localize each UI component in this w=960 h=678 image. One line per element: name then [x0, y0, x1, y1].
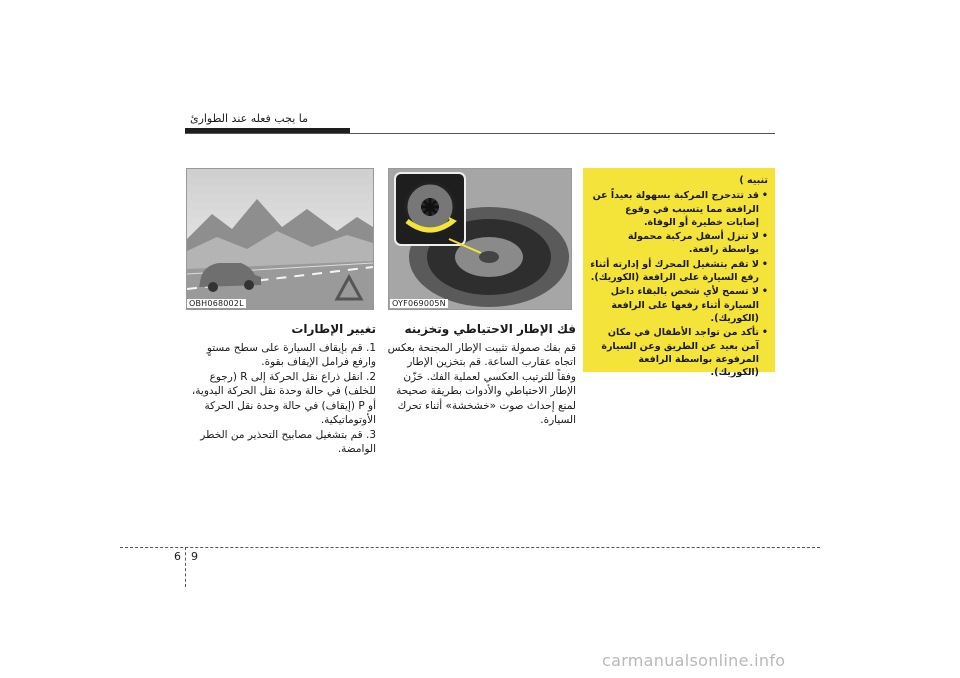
page-header-title: ما يجب فعله عند الطوارئ [189, 112, 308, 125]
tire-change-step-1: 1. قم بإيقاف السيارة على سطح مستوٍ وارفع فرامل الإيقاف بقوة. [206, 341, 376, 368]
warning-item: • لا تنزل أسفل مركبة محمولة بواسطة رافعة. [590, 230, 768, 257]
footer-dashed-rule [120, 547, 820, 548]
road-illustration [186, 168, 374, 310]
watermark: carmanualsonline.info [602, 651, 786, 670]
footer-vertical-divider [185, 547, 186, 587]
warning-item: • لا تقم بتشغيل المحرك أو إدارته أثناء رفع السيارة على الرافعة (الكوريك). [590, 258, 768, 285]
spare-tire-text: قم بفك صمولة تثبيت الإطار المجنحة بعكس اتجاه عقارب الساعة. قم بتخزين الإطار وفقاً للترتيب العكسي لعملية الفك. حَزّن الإطار الاحتياطي والأدوات بطريقة صحيحة لمنع إحداث صوت «خشخشة» أثناء تحرك السيارة. [387, 341, 576, 426]
tire-change-section [186, 322, 376, 457]
spare-tire-illustration [388, 168, 572, 310]
warning-item: • قد تتدحرج المركبة بسهولة بعيداً عن الرافعة مما يتسبب في وقوع إصابات خطيرة أو الوفاة. [590, 189, 768, 229]
tire-change-step-3: 3. قم بتشغيل مصابيح التحذير من الخطر الوامضة. [200, 428, 376, 455]
trunk-figure-caption: OYF069005N [392, 299, 446, 308]
tire-change-step-2: 2. انقل ذراع نقل الحركة إلى R (رجوع للخلف) في حالة وحدة نقل الحركة اليدوية، أو P (إيقاف) في حالة وحدة نقل الحركة الأوتوماتيكية. [191, 370, 376, 426]
spare-tire-heading: فك الإطار الاحتياطي وتخزينه [404, 322, 576, 336]
page-number: 9 [191, 550, 198, 563]
spare-tire-section [386, 322, 576, 428]
page-section-number: 6 [174, 550, 181, 563]
header-rule [185, 133, 775, 134]
warning-item: • لا تسمح لأي شخص بالبقاء داخل السيارة أثناء رفعها على الرافعة (الكوريك). [590, 285, 768, 325]
warning-item: • تأكد من تواجد الأطفال في مكان آمن بعيد عن الطريق وعن السيارة المرفوعة بواسطة الرافعة (الكوريك). [590, 326, 768, 379]
warning-heading: تنبيه ) [739, 175, 768, 186]
warning-text [590, 174, 768, 380]
zoom-inset-wheel-nut [395, 173, 465, 245]
tire-change-heading: تغيير الإطارات [291, 322, 376, 336]
road-figure-caption: OBH068002L [189, 299, 244, 308]
